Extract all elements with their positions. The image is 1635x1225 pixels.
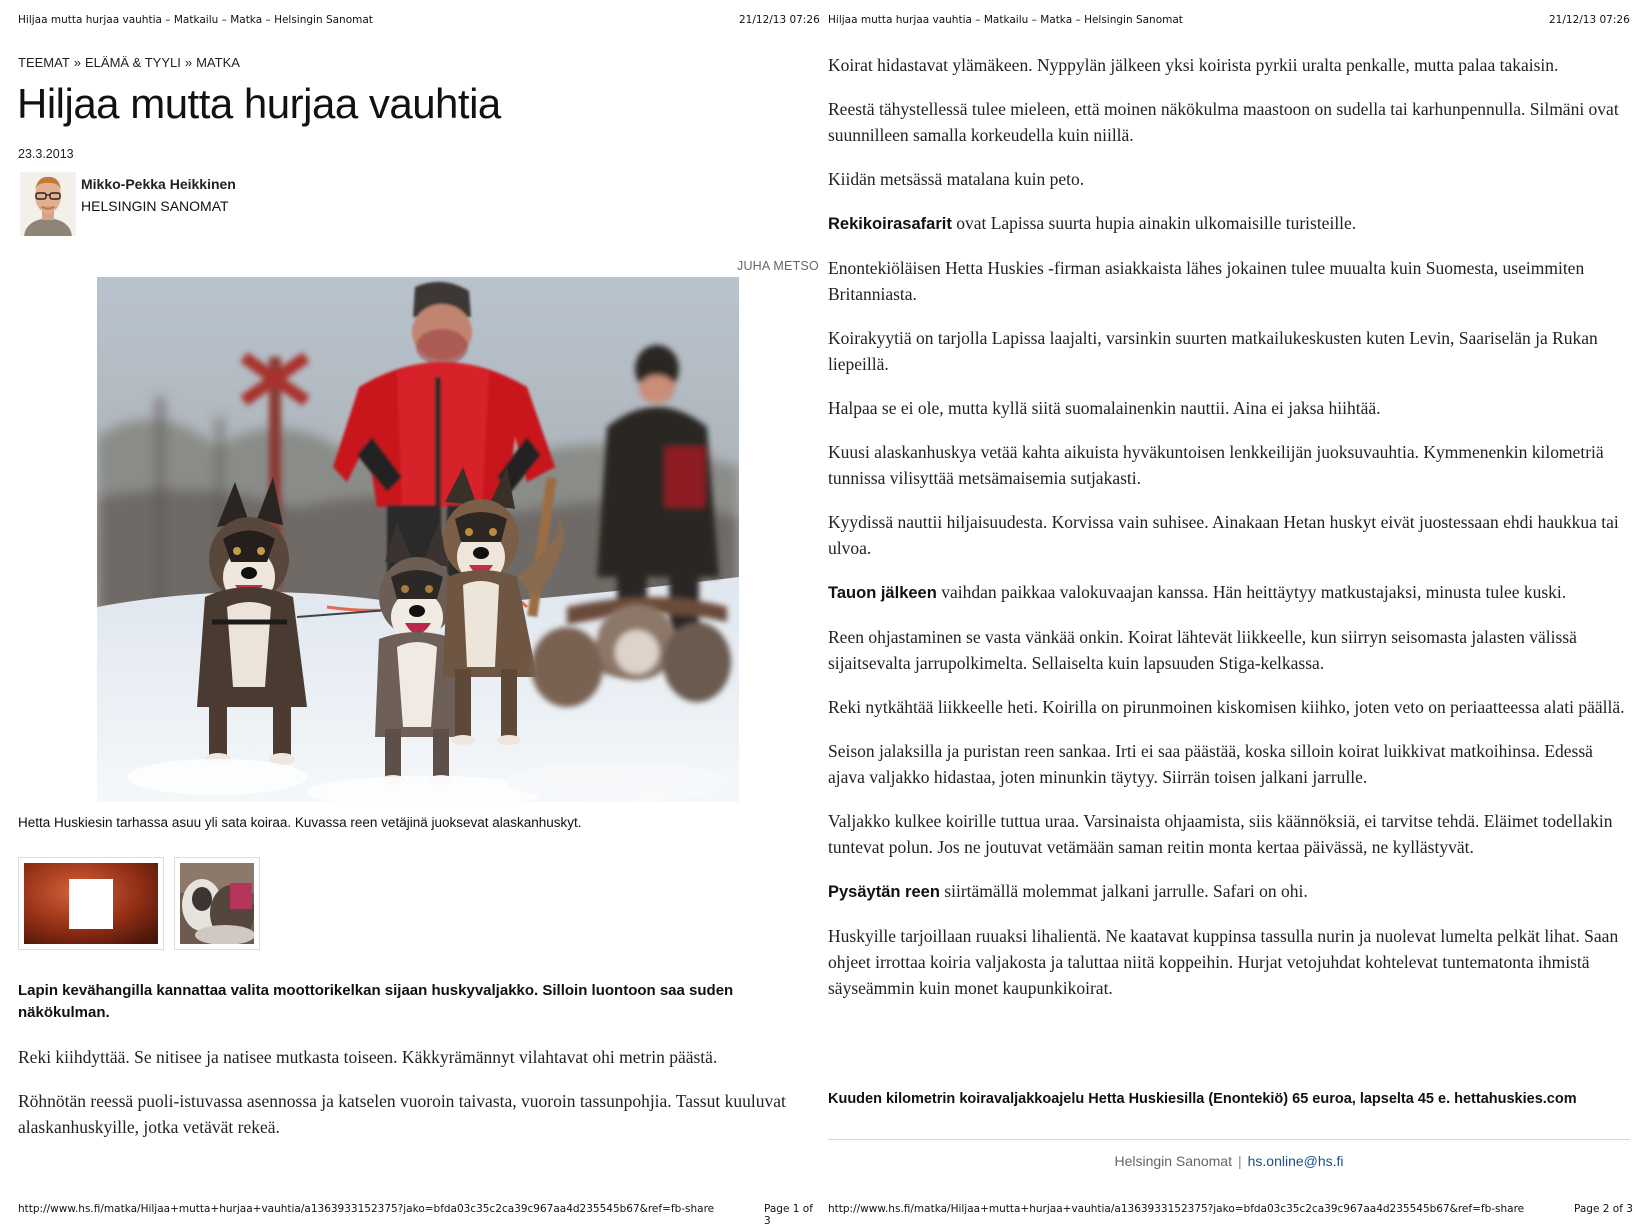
- paragraph-text: ovat Lapissa suurta hupia ainakin ulkomaisille turisteille.: [951, 213, 1357, 233]
- paragraph-text: Kuusi alaskanhuskya vetää kahta aikuista hyväkuntoisen lenkkeilijän juoksuvauhtia. Kymmenenkin kilometriä tunnissa vilisyttää metsämaisemia sutjakasti.: [828, 442, 1604, 488]
- paragraph-text: Kyydissä nauttii hiljaisuudesta. Korvissa vain suhisee. Ainakaan Hetan huskyt eivät juostessaan ehdi haukkua tai ulvoa.: [828, 512, 1619, 558]
- paragraph-lead-in: Pysäytän reen: [828, 883, 940, 901]
- article-date: 23.3.2013: [18, 147, 74, 161]
- author-organization: HELSINGIN SANOMAT: [81, 198, 229, 214]
- article-paragraph: [828, 694, 1630, 720]
- breadcrumb-item-matka[interactable]: MATKA: [196, 55, 240, 70]
- print-header-timestamp: 21/12/13 07:26: [1549, 14, 1630, 26]
- article-paragraph: Reki kiihdyttää. Se nitisee ja natisee mutkasta toiseen. Käkkyrämännyt vilahtavat ohi metrin päästä.: [18, 1047, 718, 1067]
- article-body-continued: [828, 52, 1630, 1019]
- main-photo-husky-sled[interactable]: [97, 277, 739, 802]
- author-avatar: [20, 172, 76, 236]
- article-paragraph: [828, 210, 1630, 237]
- article-paragraph: [828, 808, 1630, 860]
- paragraph-text: Valjakko kulkee koirille tuttua uraa. Varsinaista ohjaamista, siis käännöksiä, ei tarvitse tehdä. Eläimet todellakin tuntevat polun. Jos ne joutuvat vetämään saman reitin monta kertaa päivässä, ne kyllästyvät.: [828, 811, 1613, 857]
- gallery-thumbnail-2[interactable]: [174, 857, 260, 950]
- breadcrumb-item-elama-tyyli[interactable]: ELÄMÄ & TYYLI: [85, 55, 181, 70]
- article-paragraph: Röhnötän reessä puoli-istuvassa asennossa ja katselen vuoroin taivasta, vuoroin tassunpohjia. Tassut kuuluvat alaskanhuskyille, jotka vetävät rekeä.: [18, 1091, 786, 1137]
- site-footer-email-link[interactable]: hs.online@hs.fi: [1247, 1153, 1344, 1169]
- print-page-2: [828, 0, 1635, 1225]
- article-paragraph: [828, 255, 1630, 307]
- print-footer-page-number: Page 2 of 3: [1574, 1203, 1633, 1215]
- paragraph-text: Koirat hidastavat ylämäkeen. Nyppylän jälkeen yksi koirista pyrkii uralta penkalle, mutta palaa takaisin.: [828, 55, 1559, 75]
- site-footer-name: Helsingin Sanomat: [1114, 1153, 1232, 1169]
- paragraph-text: Seison jalaksilla ja puristan reen sankaa. Irti ei saa päästää, koska silloin koirat luikkivat matkoihinsa. Edessä ajava valjakko hidastaa, joten minunkin täytyy. Siirrän toisen jalkani jarrulle.: [828, 741, 1593, 787]
- paragraph-lead-in: Tauon jälkeen: [828, 584, 937, 602]
- breadcrumb-item-teemat[interactable]: TEEMAT: [18, 55, 70, 70]
- thumbnail-image: [180, 863, 254, 944]
- paragraph-lead-in: Rekikoirasafarit: [828, 215, 952, 233]
- article-paragraph: [828, 923, 1630, 1001]
- paragraph-text: Reestä tähystellessä tulee mieleen, että moinen näkökulma maastoon on sudella tai karhunpennulla. Silmäni ovat suunnilleen samalla korkeudella kuin niillä.: [828, 99, 1619, 145]
- paragraph-text: Reen ohjastaminen se vasta vänkää onkin. Koirat lähtevät liikkeelle, kun siirryn seisomasta jalasten välissä sijaitsevalta jarrupolkimelta. Sellaiselta kuin lapsuuden Stiga-kelkassa.: [828, 627, 1577, 673]
- article-title: Hiljaa mutta hurjaa vauhtia: [17, 80, 501, 127]
- author-name[interactable]: Mikko-Pekka Heikkinen: [81, 176, 236, 192]
- article-paragraph: [828, 395, 1630, 421]
- print-footer-url: http://www.hs.fi/matka/Hiljaa+mutta+hurjaa+vauhtia/a1363933152375?jako=bfda03c35c2ca39c967aa4d235545b67&ref=fb-share: [828, 1203, 1525, 1215]
- footer-divider: [828, 1139, 1630, 1140]
- print-header-title: Hiljaa mutta hurjaa vauhtia – Matkailu – Matka – Helsingin Sanomat: [18, 14, 373, 26]
- paragraph-text: Enontekiöläisen Hetta Huskies -firman asiakkaista lähes jokainen tulee muualta kuin Suomesta, useimmiten Britanniasta.: [828, 258, 1585, 304]
- print-footer-page-number: Page 1 of 3: [764, 1203, 813, 1225]
- paragraph-text: siirtämällä molemmat jalkani jarrulle. Safari on ohi.: [939, 881, 1308, 901]
- paragraph-text: Reki nytkähtää liikkeelle heti. Koirilla on pirunmoinen kiskomisen kiihko, joten veto on periaatteessa alati päällä.: [828, 697, 1625, 717]
- article-lead: Lapin kevähangilla kannattaa valita moottorikelkan sijaan huskyvaljakko. Silloin luontoon saa suden näkökulman.: [18, 982, 734, 1021]
- article-paragraph: [828, 878, 1630, 905]
- article-paragraph: [828, 624, 1630, 676]
- article-paragraph: [828, 738, 1630, 790]
- article-paragraph: [828, 509, 1630, 561]
- paragraph-text: Halpaa se ei ole, mutta kyllä siitä suomalainenkin nauttii. Aina ei jaksa hiihtää.: [828, 398, 1381, 418]
- article-paragraph: [828, 96, 1630, 148]
- breadcrumb: [18, 55, 240, 70]
- breadcrumb-separator: »: [184, 55, 193, 70]
- article-paragraph: [828, 325, 1630, 377]
- site-footer-separator: |: [1237, 1153, 1242, 1169]
- article-paragraph: [828, 166, 1630, 192]
- article-paragraph: [828, 579, 1630, 606]
- print-header-timestamp: 21/12/13 07:26: [739, 14, 820, 26]
- paragraph-text: Kiidän metsässä matalana kuin peto.: [828, 169, 1085, 189]
- photo-caption: Hetta Huskiesin tarhassa asuu yli sata koiraa. Kuvassa reen vetäjinä juoksevat alaskanhuskyt.: [18, 815, 582, 830]
- site-footer: [828, 1153, 1630, 1169]
- print-footer-url: http://www.hs.fi/matka/Hiljaa+mutta+hurjaa+vauhtia/a1363933152375?jako=bfda03c35c2ca39c967aa4d235545b67&ref=fb-share: [18, 1203, 715, 1215]
- gallery-thumbnail-1[interactable]: [18, 857, 164, 950]
- photo-credit: JUHA METSO: [737, 259, 819, 273]
- paragraph-text: Huskyille tarjoillaan ruuaksi lihalientä. Ne kaatavat kuppinsa tassulla nurin ja nuolevat lumelta pelkät lihat. Saan ohjeet irrottaa koiria valjakosta ja taluttaa niitä koppeihin. Hurjat vetojuhdat kohtelevat tuntematonta ihmistä säyseämmin kuin monet kaupunkikoirat.: [828, 926, 1619, 998]
- paragraph-text: vaihdan paikkaa valokuvaajan kanssa. Hän heittäytyy matkustajaksi, minusta tulee kuski.: [936, 582, 1567, 602]
- article-paragraph: [828, 52, 1630, 78]
- article-paragraph: [828, 439, 1630, 491]
- thumbnail-image: [24, 863, 158, 944]
- paragraph-text: Koirakyytiä on tarjolla Lapissa laajalti, varsinkin suurten matkailukeskusten kuten Levin, Saariselän ja Rukan liepeillä.: [828, 328, 1598, 374]
- article-info-box: Kuuden kilometrin koiravaljakkoajelu Hetta Huskiesilla (Enontekiö) 65 euroa, lapselta 45 e. hettahuskies.com: [828, 1091, 1577, 1107]
- print-header-title: Hiljaa mutta hurjaa vauhtia – Matkailu – Matka – Helsingin Sanomat: [828, 14, 1183, 26]
- breadcrumb-separator: »: [73, 55, 81, 70]
